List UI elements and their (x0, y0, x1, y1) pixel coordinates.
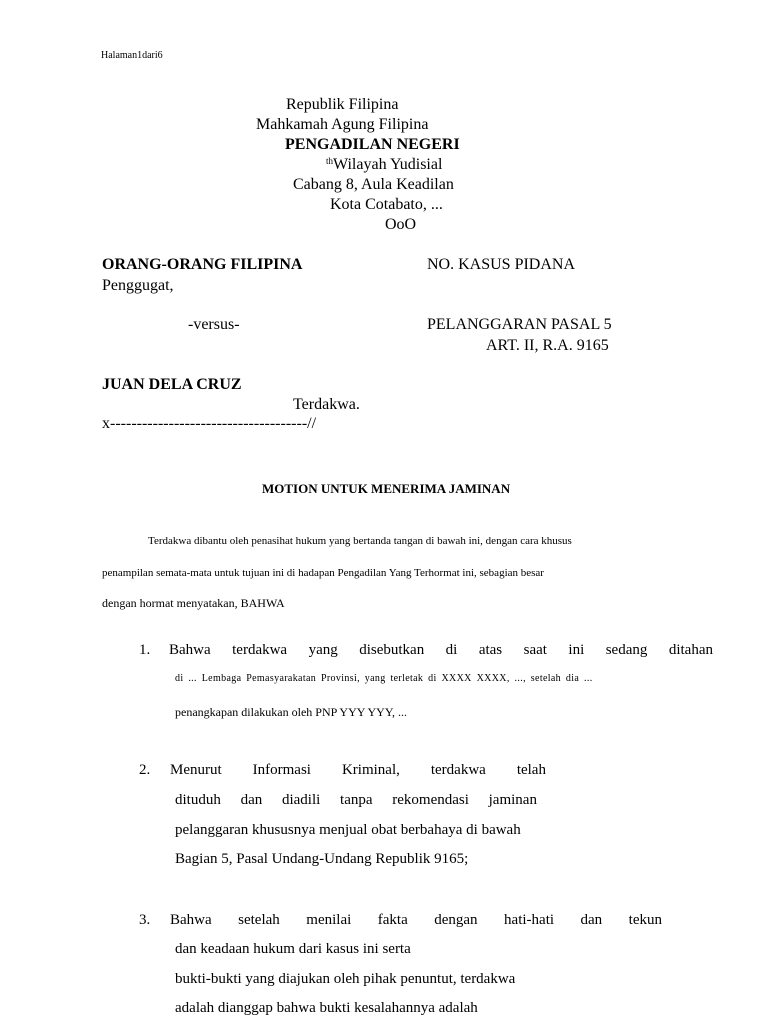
item-3-line-4: adalah dianggap bahwa bukti kesalahannya adalah (175, 1000, 478, 1016)
word: Informasi (252, 762, 311, 778)
word: yang (308, 642, 338, 658)
word: terdakwa (232, 642, 288, 658)
item-1-line-2: di ... Lembaga Pemasyarakatan Provinsi, yang terletak di XXXX XXXX, ..., setelah dia ... (175, 673, 593, 684)
caption-region (326, 156, 442, 174)
item-3-line-3: bukti-bukti yang diajukan oleh pihak penuntut, terdakwa (175, 971, 516, 987)
intro-line-2: penampilan semata-mata untuk tujuan ini di hadapan Pengadilan Yang Terhormat ini, sebagian besar (102, 567, 544, 579)
caption-region-ordinal: th (326, 156, 334, 166)
defendant-name: JUAN DELA CRUZ (102, 376, 242, 393)
word: rekomendasi (392, 792, 469, 808)
page-number: Halaman1dari6 (101, 50, 163, 61)
word: menilai (306, 912, 352, 928)
item-number: 1. (139, 642, 151, 658)
caption-separator: OoO (385, 216, 417, 233)
intro-line-1: Terdakwa dibantu oleh penasihat hukum yang bertanda tangan di bawah ini, dengan cara khusus (148, 535, 572, 547)
word: Menurut (170, 762, 222, 778)
caption-supreme-court: Mahkamah Agung Filipina (256, 116, 429, 133)
defendant-role: Terdakwa. (293, 396, 360, 413)
word: ini (568, 642, 585, 658)
word: hati-hati (504, 912, 555, 928)
word: dan (240, 792, 263, 808)
word: disebutkan (359, 642, 425, 658)
item-1-line-1 (169, 642, 713, 659)
word: tanpa (340, 792, 373, 808)
caption-region-label: Wilayah Yudisial (333, 156, 443, 173)
word: tekun (628, 912, 662, 928)
plaintiff-role: Penggugat, (102, 277, 174, 294)
case-number-label: NO. KASUS PIDANA (427, 256, 576, 273)
word: jaminan (488, 792, 537, 808)
word: atas (478, 642, 503, 658)
word: ditahan (668, 642, 713, 658)
word: dituduh (175, 792, 221, 808)
word: fakta (377, 912, 408, 928)
item-3-line-2: dan keadaan hukum dari kasus ini serta (175, 941, 411, 957)
word: saat (523, 642, 547, 658)
word: telah (516, 762, 546, 778)
item-2-line-1 (170, 762, 546, 779)
item-2-line-3: pelanggaran khususnya menjual obat berbahaya di bawah (175, 822, 521, 838)
violation-line-2: ART. II, R.A. 9165 (486, 337, 609, 354)
word: Bahwa (170, 912, 212, 928)
document-title: MOTION UNTUK MENERIMA JAMINAN (262, 481, 511, 496)
item-2-line-2 (175, 792, 537, 809)
violation-line-1: PELANGGARAN PASAL 5 (427, 316, 612, 333)
caption-republic: Republik Filipina (286, 96, 399, 113)
plaintiff-name: ORANG-ORANG FILIPINA (102, 256, 303, 273)
word: sedang (605, 642, 648, 658)
intro-line-3: dengan hormat menyatakan, BAHWA (102, 596, 285, 610)
caption-city: Kota Cotabato, ... (330, 196, 443, 213)
item-number: 2. (139, 762, 151, 778)
word: Bahwa (169, 642, 211, 658)
caption-divider: x-------------------------------------// (102, 415, 317, 432)
word: Kriminal, (341, 762, 400, 778)
item-number: 3. (139, 912, 151, 928)
word: dan (580, 912, 603, 928)
versus-label: -versus- (188, 316, 240, 333)
item-2-line-4: Bagian 5, Pasal Undang-Undang Republik 9165; (175, 851, 469, 867)
word: setelah (238, 912, 280, 928)
item-1-line-3: penangkapan dilakukan oleh PNP YYY YYY, ... (175, 705, 407, 719)
word: dengan (434, 912, 478, 928)
word: terdakwa (430, 762, 486, 778)
word: diadili (281, 792, 321, 808)
item-3-line-1 (170, 912, 662, 929)
caption-branch: Cabang 8, Aula Keadilan (293, 176, 454, 193)
caption-court: PENGADILAN NEGERI (285, 136, 460, 153)
word: di (445, 642, 458, 658)
